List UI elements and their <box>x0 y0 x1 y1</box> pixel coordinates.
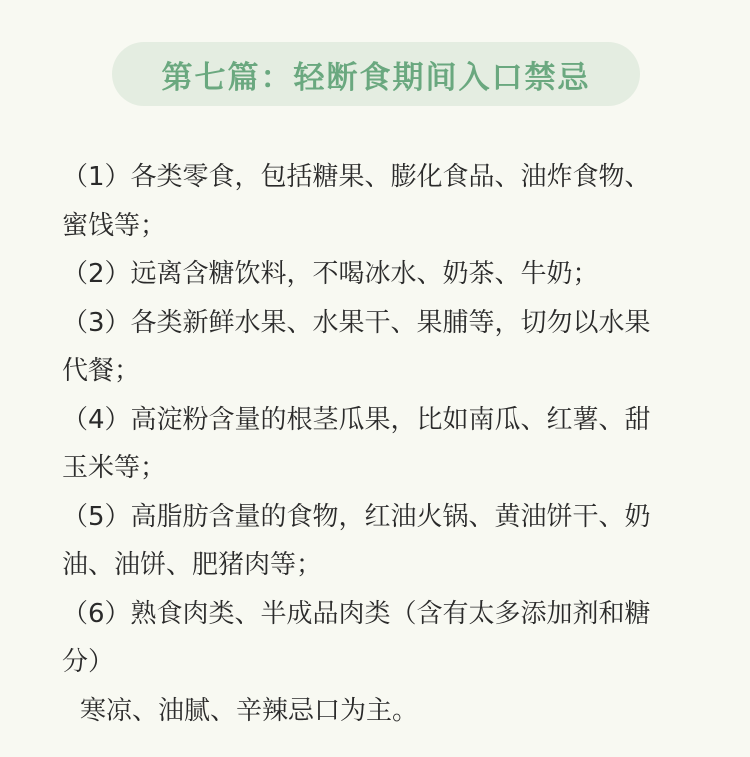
body-text <box>62 153 702 735</box>
item-1-line-1: （1）各类零食，包括糖果、膨化食品、油炸食物、 <box>62 162 651 192</box>
item-4-line-1: （4）高淀粉含量的根茎瓜果，比如南瓜、红薯、甜 <box>62 404 651 435</box>
item-2-line-1: （2）远离含糖饮料，不喝冰水、奶茶、牛奶； <box>62 259 599 289</box>
summary-line: 寒凉、油腻、辛辣忌口为主。 <box>80 695 419 726</box>
item-1-line-2: 蜜饯等； <box>62 210 167 241</box>
item-6-line-2: 分） <box>62 647 115 677</box>
page-title: 第七篇：轻断食期间入口禁忌 <box>161 59 591 96</box>
item-3-line-1: （3）各类新鲜水果、水果干、果脯等，切勿以水果 <box>62 307 651 338</box>
item-6-line-1: （6）熟食肉类、半成品肉类（含有太多添加剂和糖 <box>62 598 651 629</box>
item-4-line-2: 玉米等； <box>62 453 167 483</box>
item-3-line-2: 代餐； <box>62 356 141 386</box>
title-banner <box>112 42 640 106</box>
item-5-line-1: （5）高脂肪含量的食物，红油火锅、黄油饼干、奶 <box>62 501 651 532</box>
item-5-line-2: 油、油饼、肥猪肉等； <box>62 550 323 580</box>
